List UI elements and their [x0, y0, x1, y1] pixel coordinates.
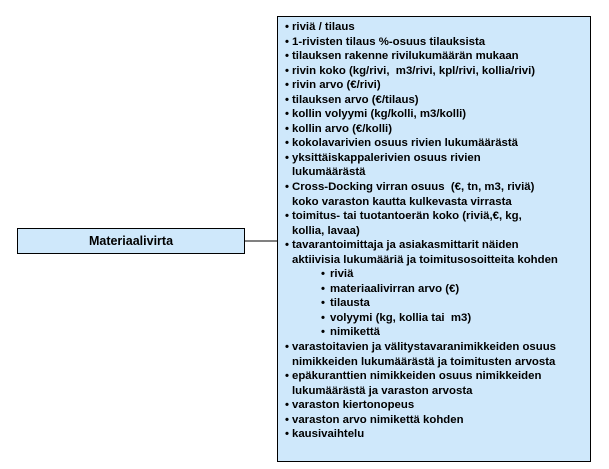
main-node-label: Materiaalivirta [88, 234, 174, 248]
bullet-item: • rivin koko (kg/rivi, m3/rivi, kpl/rivi, kollia/rivi) [285, 64, 584, 79]
sub-bullet-item: • tilausta [285, 296, 584, 311]
bullet-item: • rivin arvo (€/rivi) [285, 78, 584, 93]
bullet-item: • yksittäiskappalerivien osuus rivien lukumäärästä [285, 151, 584, 180]
bullet-item: • kokolavarivien osuus rivien lukumäärästä [285, 136, 584, 151]
bullet-item: • tilauksen rakenne rivilukumäärän mukaan [285, 49, 584, 64]
detail-list [285, 20, 584, 442]
detail-node-box [277, 16, 591, 462]
bullet-item: • kollin volyymi (kg/kolli, m3/kolli) [285, 107, 584, 122]
bullet-item: • varaston arvo nimikettä kohden [285, 413, 584, 428]
bullet-item: • kausivaihtelu [285, 427, 584, 442]
bullet-item: • kollin arvo (€/kolli) [285, 122, 584, 137]
bullet-item: • Cross-Docking virran osuus (€, tn, m3, riviä) koko varaston kautta kulkevasta virrasta [285, 180, 584, 209]
bullet-item: • 1-rivisten tilaus %-osuus tilauksista [285, 35, 584, 50]
bullet-item: • varastoitavien ja välitystavaranimikkeiden osuus nimikkeiden lukumäärästä ja toimitusten arvosta [285, 340, 584, 369]
sub-bullet-item: • riviä [285, 267, 584, 282]
bullet-item: • tavarantoimittaja ja asiakasmittarit näiden aktiivisia lukumääriä ja toimitusosoitteita kohden [285, 238, 584, 267]
sub-bullet-item: • materiaalivirran arvo (€) [285, 282, 584, 297]
sub-bullet-item: • nimikettä [285, 325, 584, 340]
bullet-item: • riviä / tilaus [285, 20, 584, 35]
bullet-item: • toimitus- tai tuotantoerän koko (riviä,€, kg, kollia, lavaa) [285, 209, 584, 238]
bullet-item: • varaston kiertonopeus [285, 398, 584, 413]
bullet-item: • epäkuranttien nimikkeiden osuus nimikkeiden lukumäärästä ja varaston arvosta [285, 369, 584, 398]
sub-bullet-item: • volyymi (kg, kollia tai m3) [285, 311, 584, 326]
bullet-item: • tilauksen arvo (€/tilaus) [285, 93, 584, 108]
main-node-box [17, 228, 245, 254]
